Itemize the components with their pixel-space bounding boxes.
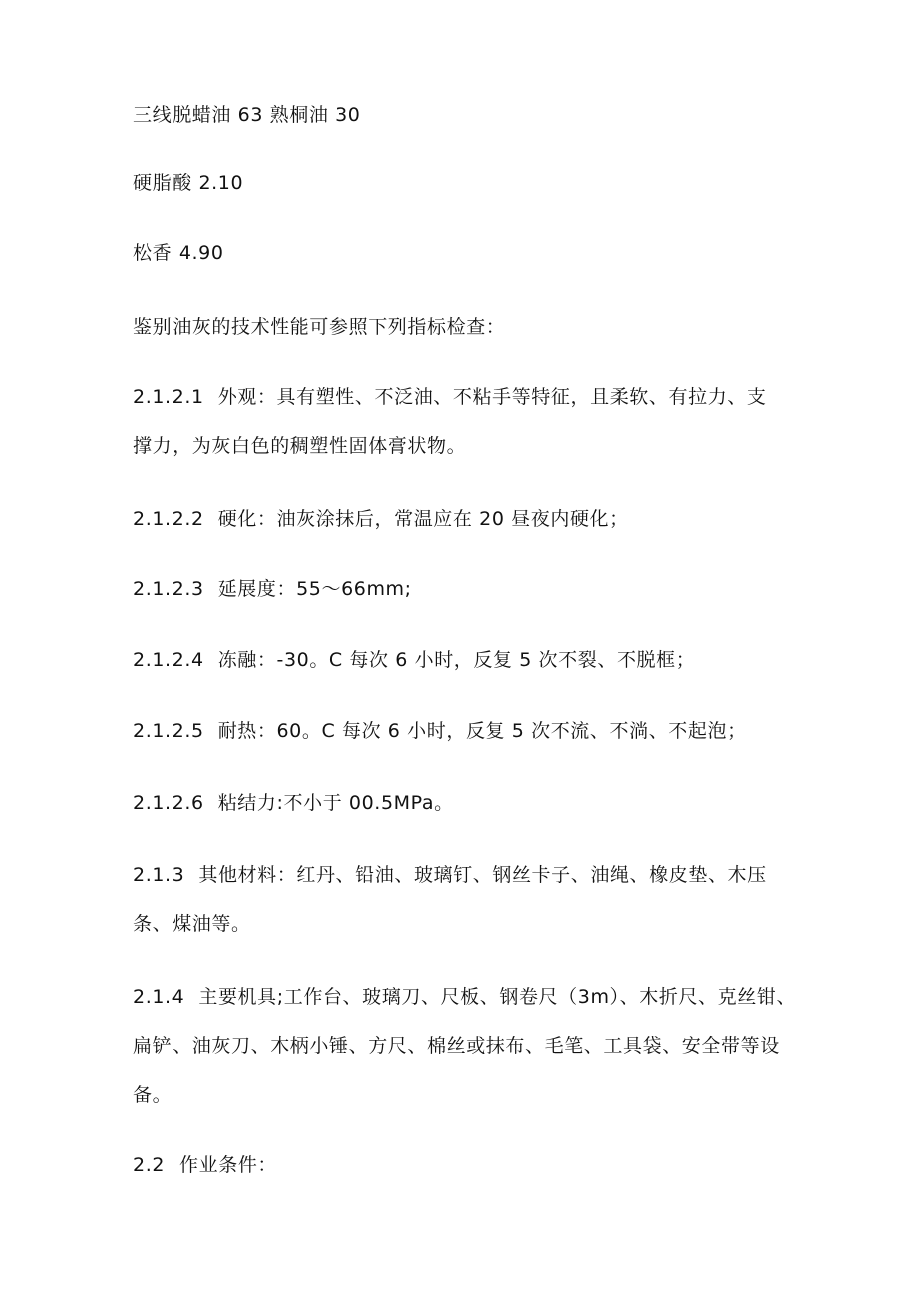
- line-text: 扁铲、油灰刀、木柄小锤、方尺、棉丝或抹布、毛笔、工具袋、安全带等设: [133, 1035, 780, 1057]
- formula-line-stearic-acid: [133, 171, 243, 195]
- section-number: 2.1.2.3: [133, 578, 204, 600]
- section-number: 2.1.2.6: [133, 792, 204, 814]
- section-2-1-3: [133, 863, 767, 887]
- line-text: 撑力，为灰白色的稠塑性固体膏状物。: [133, 435, 467, 457]
- section-2-1-2-1: [133, 385, 767, 409]
- line-text: 冻融：-30。C 每次 6 小时，反复 5 次不裂、不脱框；: [217, 649, 696, 671]
- line-text: 鉴别油灰的技术性能可参照下列指标检查：: [133, 316, 506, 338]
- section-number: 2.2: [133, 1154, 166, 1176]
- section-2-1-4: [133, 985, 796, 1009]
- section-number: 2.1.2.1: [133, 386, 204, 408]
- line-text: 耐热：60。C 每次 6 小时，反复 5 次不流、不淌、不起泡；: [217, 720, 747, 742]
- formula-line-oil: [133, 103, 360, 127]
- line-text: 作业条件：: [179, 1154, 278, 1176]
- line-text: 备。: [133, 1084, 173, 1106]
- section-number: 2.1.2.2: [133, 508, 204, 530]
- section-2-1-2-4: [133, 648, 695, 672]
- intro-paragraph: [133, 315, 505, 339]
- section-number: 2.1.4: [133, 986, 185, 1008]
- line-text: 松香 4.90: [133, 242, 224, 264]
- section-number: 2.1.3: [133, 864, 185, 886]
- line-text: 其他材料：红丹、铅油、玻璃钉、钢丝卡子、油绳、橡皮垫、木压: [198, 864, 767, 886]
- section-number: 2.1.2.4: [133, 649, 204, 671]
- section-2-1-2-2: [133, 507, 629, 531]
- section-2-1-2-3: [133, 577, 412, 601]
- section-2-1-4-continued-2: [133, 1083, 172, 1107]
- section-2-1-3-continued: [133, 912, 251, 936]
- section-2-2: [133, 1153, 277, 1177]
- section-2-1-4-continued-1: [133, 1034, 780, 1058]
- section-2-1-2-6: [133, 791, 454, 815]
- section-2-1-2-1-continued: [133, 434, 466, 458]
- line-text: 延展度：55～66mm;: [217, 578, 412, 600]
- line-text: 主要机具;工作台、玻璃刀、尺板、钢卷尺（3m）、木折尺、克丝钳、: [198, 986, 797, 1008]
- line-text: 三线脱蜡油 63 熟桐油 30: [133, 104, 361, 126]
- section-number: 2.1.2.5: [133, 720, 204, 742]
- line-text: 硬化：油灰涂抹后，常温应在 20 昼夜内硬化；: [217, 508, 629, 530]
- line-text: 外观：具有塑性、不泛油、不粘手等特征，且柔软、有拉力、支: [217, 386, 767, 408]
- line-text: 条、煤油等。: [133, 913, 251, 935]
- line-text: 硬脂酸 2.10: [133, 172, 244, 194]
- formula-line-rosin: [133, 241, 224, 265]
- line-text: 粘结力:不小于 00.5MPa。: [217, 792, 454, 814]
- section-2-1-2-5: [133, 719, 747, 743]
